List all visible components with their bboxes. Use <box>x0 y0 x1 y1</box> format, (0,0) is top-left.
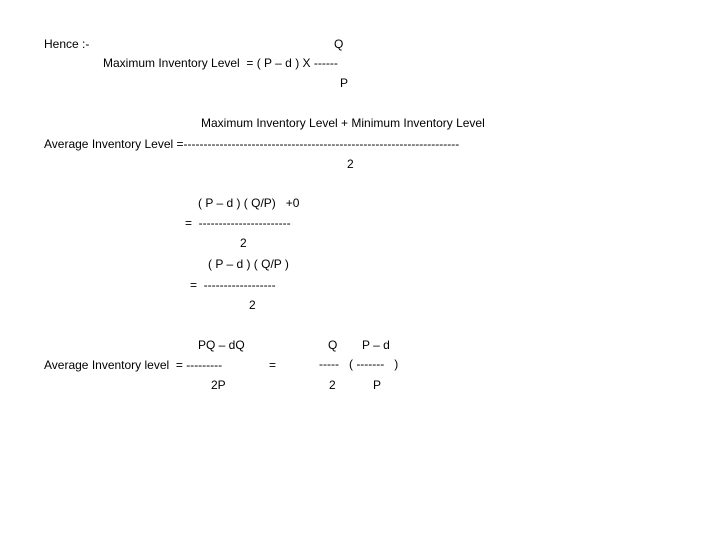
step2-fraction-line: = ------------------ <box>190 278 276 292</box>
final-denominator: 2P <box>211 378 226 392</box>
avg-inventory-formula: Average Inventory Level =--------------------------------------------------------------------- <box>44 137 460 151</box>
rhs-p: P <box>373 378 382 392</box>
step1-denominator: 2 <box>240 236 247 250</box>
final-equals: = <box>269 358 277 372</box>
max-inventory-formula: Maximum Inventory Level = ( P – d ) X ------ <box>103 56 338 70</box>
rhs-p-minus-d: P – d <box>362 338 390 352</box>
rhs-fraction-line: ----- ( ------- ) <box>319 357 399 371</box>
final-formula: Average Inventory level = --------- <box>44 358 223 372</box>
step2-numerator: ( P – d ) ( Q/P ) <box>208 257 289 271</box>
step1-fraction-line: = ----------------------- <box>185 216 291 230</box>
rhs-q: Q <box>328 338 338 352</box>
max-inventory-numerator: Q <box>334 37 344 51</box>
step1-numerator: ( P – d ) ( Q/P) +0 <box>198 196 300 210</box>
rhs-two: 2 <box>329 378 336 392</box>
step2-denominator: 2 <box>249 298 256 312</box>
avg-inventory-numerator: Maximum Inventory Level + Minimum Inventory Level <box>201 116 485 130</box>
max-inventory-denominator: P <box>340 76 349 90</box>
avg-inventory-denominator: 2 <box>347 157 354 171</box>
hence-label: Hence :- <box>44 37 90 51</box>
final-numerator: PQ – dQ <box>198 338 245 352</box>
